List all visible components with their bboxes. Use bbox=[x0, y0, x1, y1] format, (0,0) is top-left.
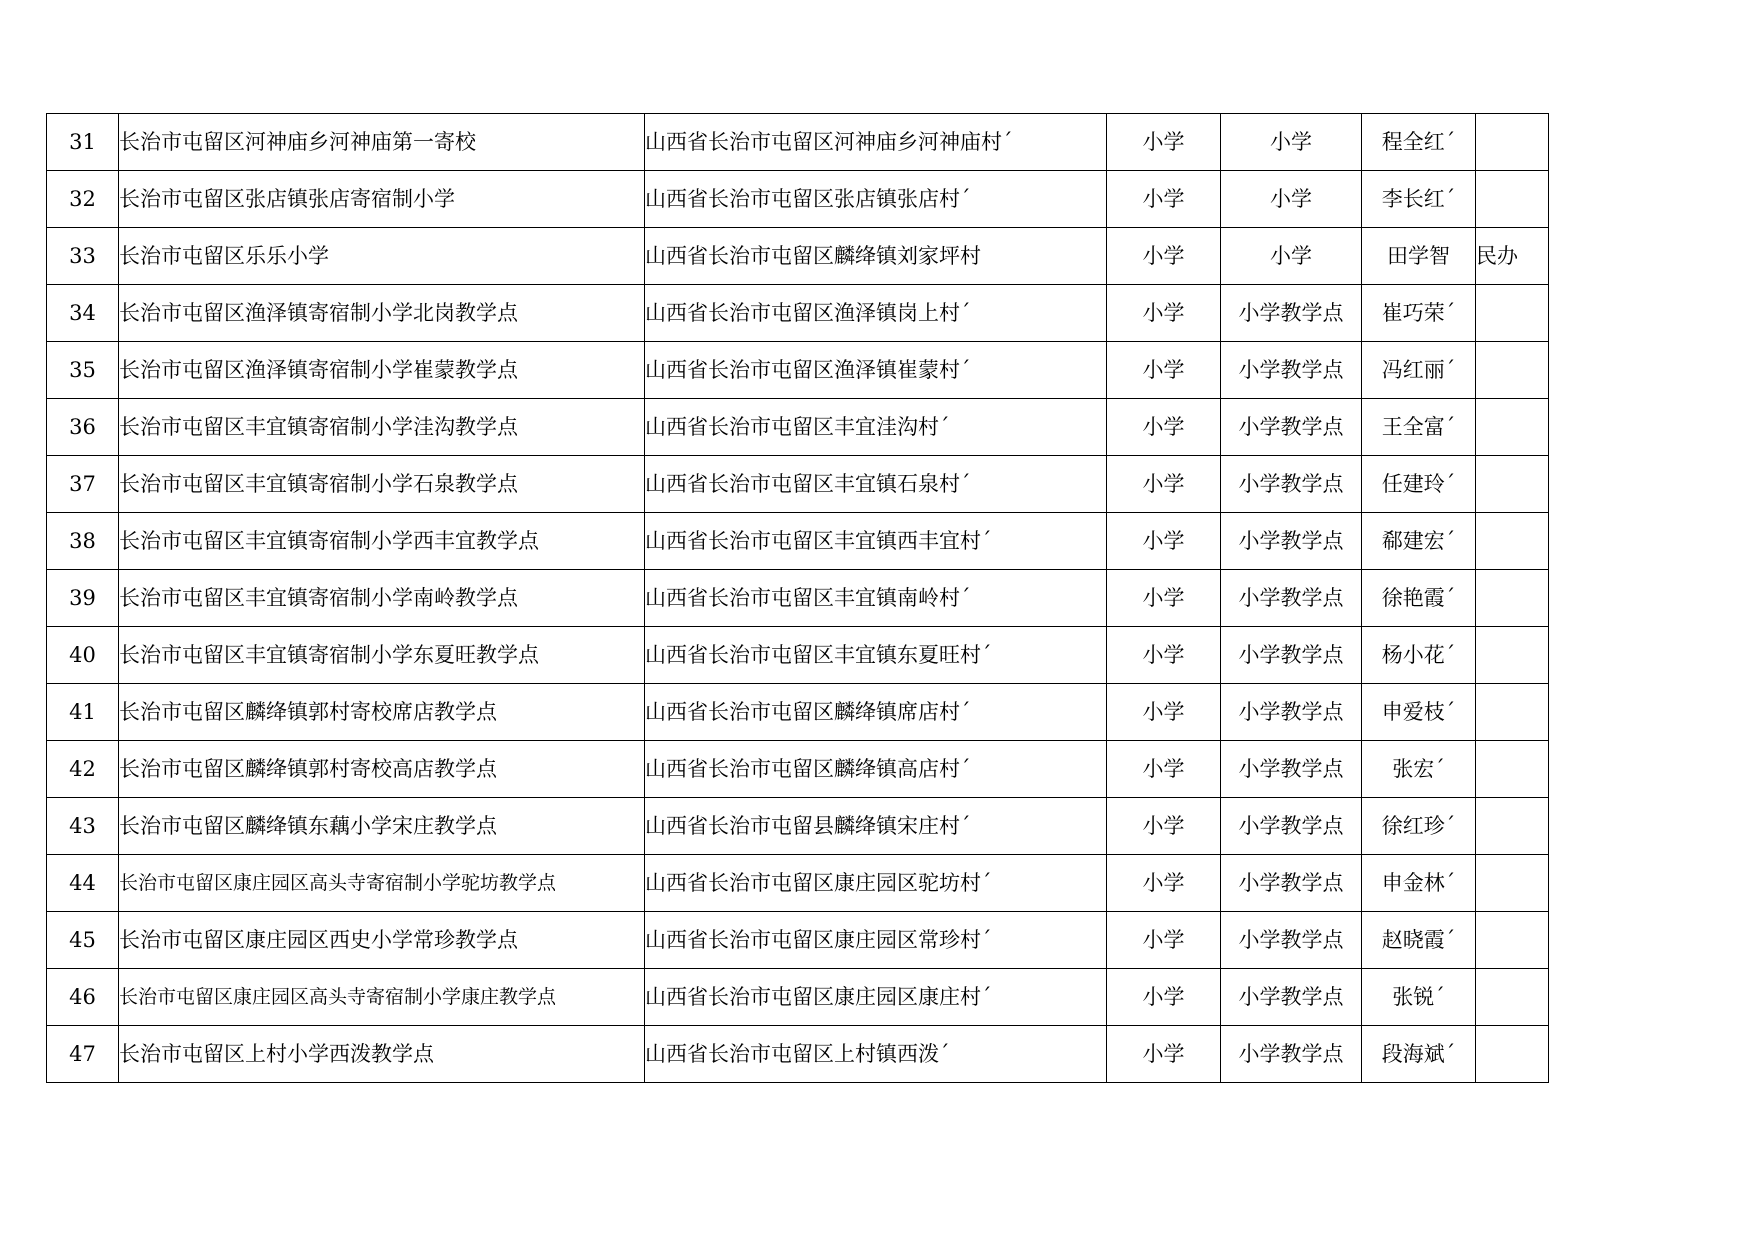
row-number: 43 bbox=[47, 798, 119, 855]
address-cell: 山西省长治市屯留区康庄园区常珍村´ bbox=[645, 912, 1107, 969]
principal-cell: 段海斌´ bbox=[1362, 1026, 1476, 1083]
table-row bbox=[47, 342, 1549, 399]
row-number: 41 bbox=[47, 684, 119, 741]
address-cell: 山西省长治市屯留区丰宜镇石泉村´ bbox=[645, 456, 1107, 513]
principal-cell: 杨小花´ bbox=[1362, 627, 1476, 684]
school-type-cell: 小学教学点 bbox=[1221, 969, 1362, 1026]
principal-cell: 崔巧荣´ bbox=[1362, 285, 1476, 342]
row-number: 45 bbox=[47, 912, 119, 969]
school-name-cell: 长治市屯留区乐乐小学 bbox=[119, 228, 645, 285]
note-cell bbox=[1476, 399, 1549, 456]
address-cell: 山西省长治市屯留区上村镇西泼´ bbox=[645, 1026, 1107, 1083]
school-name-cell: 长治市屯留区丰宜镇寄宿制小学西丰宜教学点 bbox=[119, 513, 645, 570]
category-cell: 小学 bbox=[1107, 456, 1221, 513]
principal-cell: 张锐´ bbox=[1362, 969, 1476, 1026]
category-cell: 小学 bbox=[1107, 171, 1221, 228]
school-name-cell: 长治市屯留区康庄园区高头寺寄宿制小学康庄教学点 bbox=[119, 969, 645, 1026]
note-cell bbox=[1476, 285, 1549, 342]
table-row bbox=[47, 855, 1549, 912]
school-type-cell: 小学教学点 bbox=[1221, 342, 1362, 399]
school-name-cell: 长治市屯留区麟绛镇东藕小学宋庄教学点 bbox=[119, 798, 645, 855]
category-cell: 小学 bbox=[1107, 342, 1221, 399]
principal-cell: 郗建宏´ bbox=[1362, 513, 1476, 570]
table-row bbox=[47, 969, 1549, 1026]
category-cell: 小学 bbox=[1107, 627, 1221, 684]
table-row bbox=[47, 399, 1549, 456]
school-name-cell: 长治市屯留区丰宜镇寄宿制小学石泉教学点 bbox=[119, 456, 645, 513]
principal-cell: 徐红珍´ bbox=[1362, 798, 1476, 855]
school-type-cell: 小学教学点 bbox=[1221, 741, 1362, 798]
table-row bbox=[47, 684, 1549, 741]
table-row bbox=[47, 912, 1549, 969]
row-number: 44 bbox=[47, 855, 119, 912]
note-cell bbox=[1476, 627, 1549, 684]
category-cell: 小学 bbox=[1107, 912, 1221, 969]
row-number: 39 bbox=[47, 570, 119, 627]
principal-cell: 申金林´ bbox=[1362, 855, 1476, 912]
school-type-cell: 小学教学点 bbox=[1221, 513, 1362, 570]
school-type-cell: 小学 bbox=[1221, 228, 1362, 285]
note-cell bbox=[1476, 798, 1549, 855]
address-cell: 山西省长治市屯留县麟绛镇宋庄村´ bbox=[645, 798, 1107, 855]
category-cell: 小学 bbox=[1107, 798, 1221, 855]
table-row bbox=[47, 171, 1549, 228]
school-name-cell: 长治市屯留区渔泽镇寄宿制小学崔蒙教学点 bbox=[119, 342, 645, 399]
note-cell bbox=[1476, 684, 1549, 741]
address-cell: 山西省长治市屯留区麟绛镇高店村´ bbox=[645, 741, 1107, 798]
school-type-cell: 小学教学点 bbox=[1221, 456, 1362, 513]
school-name-cell: 长治市屯留区丰宜镇寄宿制小学南岭教学点 bbox=[119, 570, 645, 627]
note-cell bbox=[1476, 513, 1549, 570]
school-type-cell: 小学教学点 bbox=[1221, 570, 1362, 627]
row-number: 37 bbox=[47, 456, 119, 513]
table-row bbox=[47, 570, 1549, 627]
table-row bbox=[47, 114, 1549, 171]
school-name-cell: 长治市屯留区康庄园区西史小学常珍教学点 bbox=[119, 912, 645, 969]
table-row bbox=[47, 285, 1549, 342]
school-type-cell: 小学教学点 bbox=[1221, 912, 1362, 969]
address-cell: 山西省长治市屯留区河神庙乡河神庙村´ bbox=[645, 114, 1107, 171]
note-cell bbox=[1476, 342, 1549, 399]
category-cell: 小学 bbox=[1107, 684, 1221, 741]
school-name-cell: 长治市屯留区丰宜镇寄宿制小学洼沟教学点 bbox=[119, 399, 645, 456]
category-cell: 小学 bbox=[1107, 570, 1221, 627]
address-cell: 山西省长治市屯留区丰宜镇东夏旺村´ bbox=[645, 627, 1107, 684]
school-name-cell: 长治市屯留区河神庙乡河神庙第一寄校 bbox=[119, 114, 645, 171]
category-cell: 小学 bbox=[1107, 969, 1221, 1026]
school-type-cell: 小学教学点 bbox=[1221, 399, 1362, 456]
principal-cell: 李长红´ bbox=[1362, 171, 1476, 228]
note-cell bbox=[1476, 1026, 1549, 1083]
address-cell: 山西省长治市屯留区丰宜洼沟村´ bbox=[645, 399, 1107, 456]
row-number: 31 bbox=[47, 114, 119, 171]
school-type-cell: 小学教学点 bbox=[1221, 1026, 1362, 1083]
school-name-cell: 长治市屯留区上村小学西泼教学点 bbox=[119, 1026, 645, 1083]
category-cell: 小学 bbox=[1107, 114, 1221, 171]
principal-cell: 冯红丽´ bbox=[1362, 342, 1476, 399]
category-cell: 小学 bbox=[1107, 855, 1221, 912]
table-row bbox=[47, 513, 1549, 570]
principal-cell: 徐艳霞´ bbox=[1362, 570, 1476, 627]
note-cell bbox=[1476, 456, 1549, 513]
row-number: 47 bbox=[47, 1026, 119, 1083]
row-number: 33 bbox=[47, 228, 119, 285]
school-type-cell: 小学 bbox=[1221, 171, 1362, 228]
school-type-cell: 小学教学点 bbox=[1221, 855, 1362, 912]
row-number: 35 bbox=[47, 342, 119, 399]
row-number: 32 bbox=[47, 171, 119, 228]
principal-cell: 赵晓霞´ bbox=[1362, 912, 1476, 969]
roster-body bbox=[47, 114, 1549, 1083]
note-cell: 民办 bbox=[1476, 228, 1549, 285]
address-cell: 山西省长治市屯留区康庄园区康庄村´ bbox=[645, 969, 1107, 1026]
address-cell: 山西省长治市屯留区张店镇张店村´ bbox=[645, 171, 1107, 228]
note-cell bbox=[1476, 570, 1549, 627]
row-number: 42 bbox=[47, 741, 119, 798]
address-cell: 山西省长治市屯留区丰宜镇南岭村´ bbox=[645, 570, 1107, 627]
address-cell: 山西省长治市屯留区丰宜镇西丰宜村´ bbox=[645, 513, 1107, 570]
school-type-cell: 小学教学点 bbox=[1221, 627, 1362, 684]
category-cell: 小学 bbox=[1107, 1026, 1221, 1083]
category-cell: 小学 bbox=[1107, 513, 1221, 570]
address-cell: 山西省长治市屯留区麟绛镇席店村´ bbox=[645, 684, 1107, 741]
principal-cell: 田学智 bbox=[1362, 228, 1476, 285]
school-name-cell: 长治市屯留区麟绛镇郭村寄校席店教学点 bbox=[119, 684, 645, 741]
row-number: 38 bbox=[47, 513, 119, 570]
row-number: 40 bbox=[47, 627, 119, 684]
school-roster-table bbox=[46, 113, 1549, 1083]
table-row bbox=[47, 1026, 1549, 1083]
school-name-cell: 长治市屯留区麟绛镇郭村寄校高店教学点 bbox=[119, 741, 645, 798]
row-number: 46 bbox=[47, 969, 119, 1026]
category-cell: 小学 bbox=[1107, 228, 1221, 285]
note-cell bbox=[1476, 114, 1549, 171]
table-row bbox=[47, 627, 1549, 684]
row-number: 36 bbox=[47, 399, 119, 456]
note-cell bbox=[1476, 969, 1549, 1026]
table-row bbox=[47, 228, 1549, 285]
address-cell: 山西省长治市屯留区麟绛镇刘家坪村 bbox=[645, 228, 1107, 285]
address-cell: 山西省长治市屯留区渔泽镇岗上村´ bbox=[645, 285, 1107, 342]
principal-cell: 王全富´ bbox=[1362, 399, 1476, 456]
table-row bbox=[47, 456, 1549, 513]
school-name-cell: 长治市屯留区康庄园区高头寺寄宿制小学驼坊教学点 bbox=[119, 855, 645, 912]
school-type-cell: 小学教学点 bbox=[1221, 798, 1362, 855]
note-cell bbox=[1476, 912, 1549, 969]
table-row bbox=[47, 741, 1549, 798]
address-cell: 山西省长治市屯留区康庄园区驼坊村´ bbox=[645, 855, 1107, 912]
principal-cell: 任建玲´ bbox=[1362, 456, 1476, 513]
category-cell: 小学 bbox=[1107, 399, 1221, 456]
principal-cell: 张宏´ bbox=[1362, 741, 1476, 798]
school-name-cell: 长治市屯留区渔泽镇寄宿制小学北岗教学点 bbox=[119, 285, 645, 342]
school-type-cell: 小学教学点 bbox=[1221, 285, 1362, 342]
category-cell: 小学 bbox=[1107, 741, 1221, 798]
category-cell: 小学 bbox=[1107, 285, 1221, 342]
school-name-cell: 长治市屯留区张店镇张店寄宿制小学 bbox=[119, 171, 645, 228]
row-number: 34 bbox=[47, 285, 119, 342]
school-type-cell: 小学 bbox=[1221, 114, 1362, 171]
address-cell: 山西省长治市屯留区渔泽镇崔蒙村´ bbox=[645, 342, 1107, 399]
principal-cell: 申爱枝´ bbox=[1362, 684, 1476, 741]
note-cell bbox=[1476, 741, 1549, 798]
note-cell bbox=[1476, 171, 1549, 228]
school-name-cell: 长治市屯留区丰宜镇寄宿制小学东夏旺教学点 bbox=[119, 627, 645, 684]
note-cell bbox=[1476, 855, 1549, 912]
table-row bbox=[47, 798, 1549, 855]
principal-cell: 程全红´ bbox=[1362, 114, 1476, 171]
school-type-cell: 小学教学点 bbox=[1221, 684, 1362, 741]
